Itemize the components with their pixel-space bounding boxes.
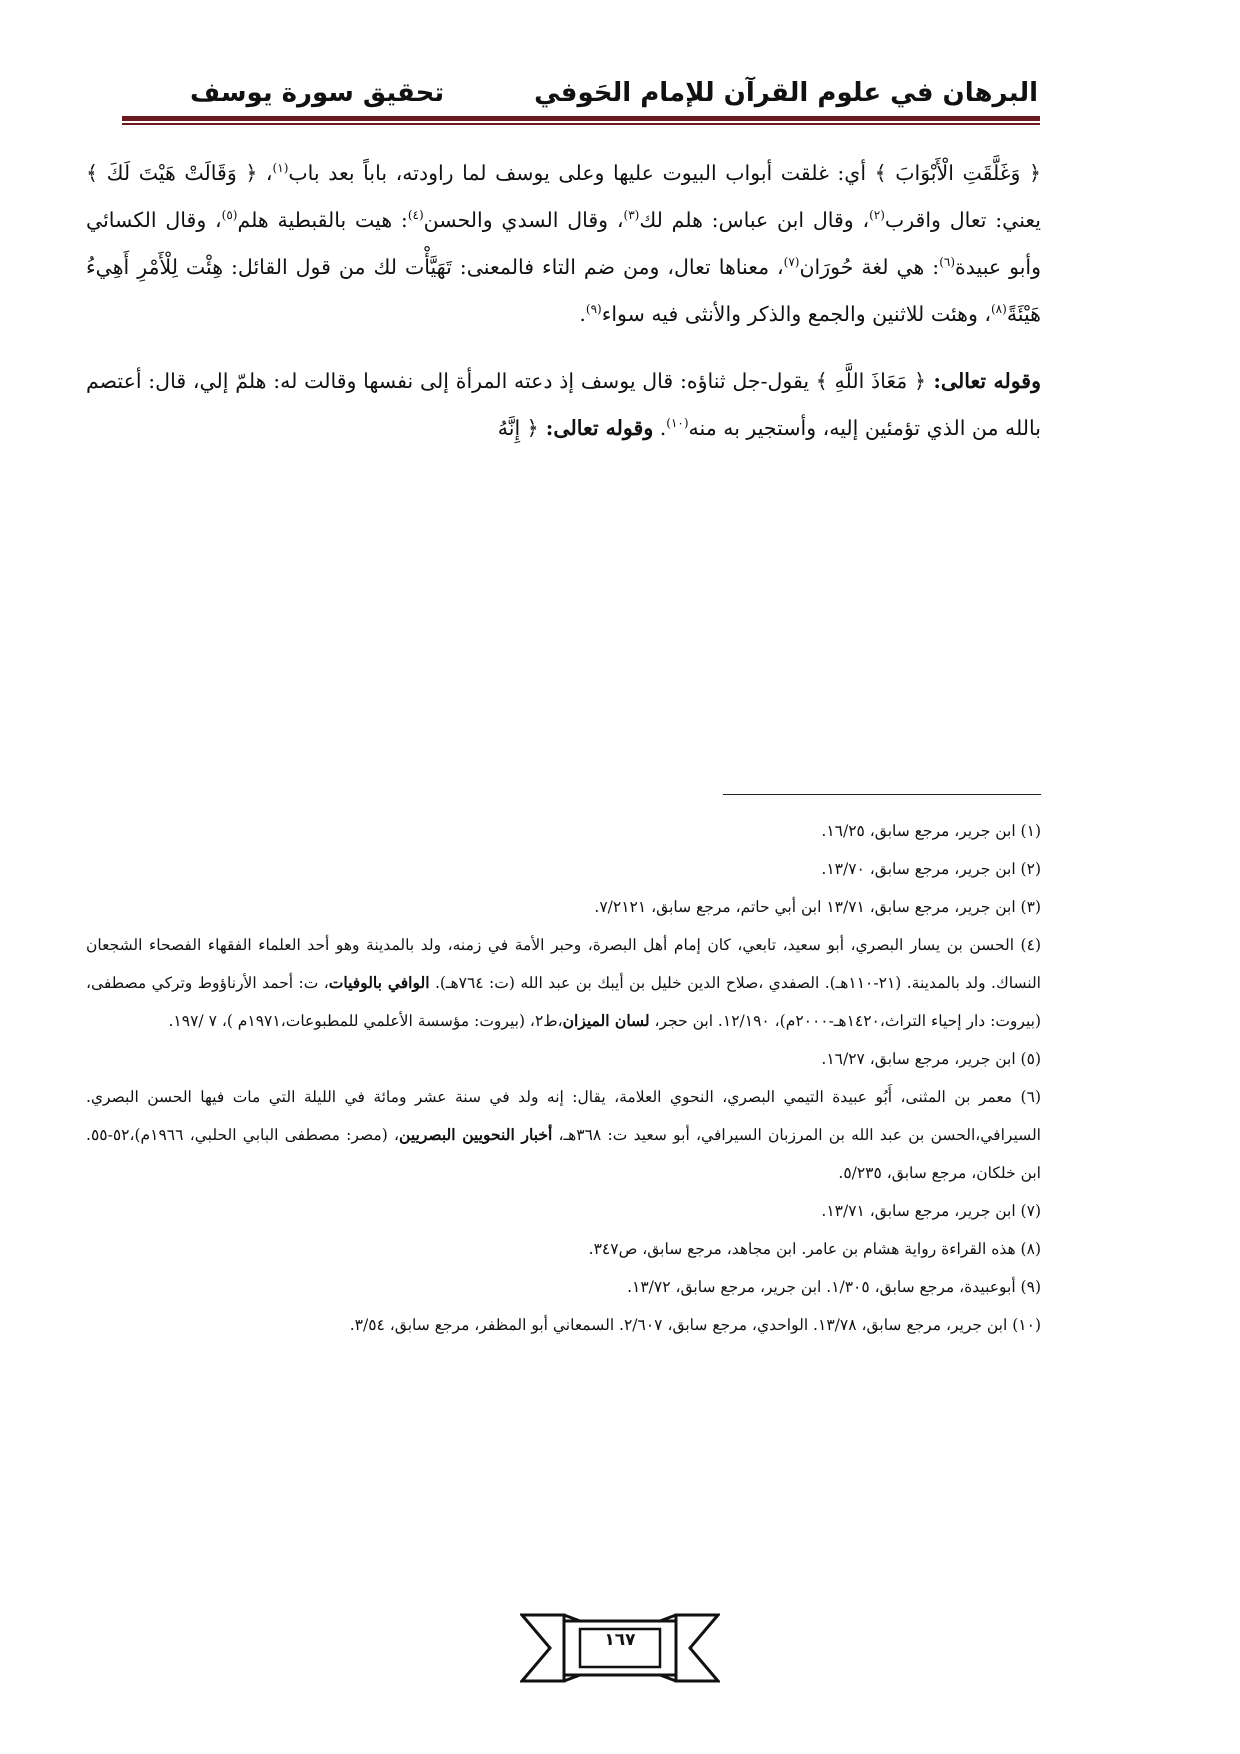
footnotes	[86, 812, 1041, 1344]
text-run: أخبار النحويين البصريين	[399, 1125, 553, 1144]
text-run: ، ﴿ وَقَالَتْ هَيْتَ لَكَ ﴾ يعني: تعال واقرب	[86, 161, 1042, 232]
running-header	[130, 72, 1038, 112]
book-title: البرهان في علوم القرآن للإمام الحَوفي	[534, 78, 1038, 108]
footnote	[86, 1268, 1041, 1306]
paragraph-1	[86, 150, 1041, 338]
footnote-marker: (٦)	[939, 255, 956, 270]
footnote-marker: (٩)	[585, 302, 602, 317]
text-run: (٤) الحسن بن يسار البصري، أبو سعيد، تابعي، كان إمام أهل البصرة، وحبر الأمة في زمنه، ولد بالمدينة وهو أحد العلماء الفقهاء الفصحاء الشجعان النساك. ولد بالمدينة. (٢١-١١٠هـ). الصفدي ،صلاح الدين خليل بن أيبك بن عبد الله (ت: ٧٦٤هـ).	[86, 936, 1041, 992]
text-run: (٦) معمر بن المثنى، أَبُو عبيدة التيمي البصري، النحوي العلامة، يقال: إنه ولد في سنة عشر ومائة في الليلة التي مات فيها الحسن البصري. السيرافي،الحسن بن عبد الله بن المرزبان السيرافي، أبو سعيد ت: ٣٦٨هـ،	[86, 1088, 1041, 1144]
text-run: وقوله تعالى:	[538, 416, 654, 440]
text-run: ، وهئت للاثنين والجمع والذكر والأنثى فيه سواء	[601, 302, 991, 326]
text-run: ﴿ مَعَاذَ اللَّهِ ﴾ يقول-جل ثناؤه: قال يوسف إذ دعته المرأة إلى نفسها وقالت له: هلمّ إلي، قال: أعتصم بالله من الذي تؤمئين إليه، وأستجير به منه	[86, 369, 1041, 440]
header-rule-thick	[122, 116, 1040, 121]
text-run: وقوله تعالى:	[926, 369, 1041, 393]
text-run: (١٠) ابن جرير، مرجع سابق، ١٣/٧٨. الواحدي، مرجع سابق، ٢/٦٠٧. السمعاني أبو المظفر، مرجع سابق، ٣/٥٤.	[349, 1316, 1041, 1334]
study-title: تحقيق سورة يوسف	[190, 78, 445, 108]
text-run: (٥) ابن جرير، مرجع سابق، ١٦/٢٧.	[821, 1050, 1041, 1068]
footnote	[86, 850, 1041, 888]
footnote	[86, 1192, 1041, 1230]
footnote	[86, 1078, 1041, 1192]
paragraph-2	[86, 358, 1041, 452]
text-run: لسان الميزان	[562, 1011, 650, 1030]
text-run: .	[653, 416, 667, 440]
footnote-marker: (١٠)	[666, 416, 689, 431]
text-run: ، وقال ابن عباس: هلم لك	[639, 208, 870, 232]
footnote-marker: (٣)	[623, 208, 640, 223]
text-run: ﴿ إِنَّهُ	[497, 416, 539, 440]
footnote-separator	[723, 794, 1041, 795]
footnote	[86, 1306, 1041, 1344]
header-rule-thin	[122, 123, 1040, 125]
footnote	[86, 888, 1041, 926]
text-run: (٣) ابن جرير، مرجع سابق، ١٣/٧١ ابن أبي حاتم، مرجع سابق، ٧/٢١٢١.	[594, 898, 1041, 916]
text-run: (١) ابن جرير، مرجع سابق، ١٦/٢٥.	[821, 822, 1041, 840]
main-text	[86, 150, 1041, 452]
text-run: ،ط٢، (بيروت: مؤسسة الأعلمي للمطبوعات،١٩٧١م )، ٧ /١٩٧.	[168, 1012, 563, 1030]
footnote	[86, 1040, 1041, 1078]
footnote-marker: (١)	[272, 161, 289, 176]
text-run: ، ت: أحمد الأرناؤوط وتركي مصطفى،(بيروت: دار إحياء التراث،١٤٢٠هـ-٢٠٠٠م)، ١٢/١٩٠. ابن حجر،	[86, 974, 1041, 1030]
footnote-marker: (٧)	[783, 255, 800, 270]
footnote-marker: (٢)	[869, 208, 885, 223]
text-run: .	[579, 302, 586, 326]
footnote-marker: (٨)	[990, 302, 1007, 317]
text-run: : هي لغة حُورَان	[799, 255, 940, 279]
footnote	[86, 1230, 1041, 1268]
text-run: : هيت بالقبطية هلم	[237, 208, 408, 232]
text-run: (٢) ابن جرير، مرجع سابق، ١٣/٧٠.	[821, 860, 1041, 878]
text-run: ، معناها تعال، ومن ضم التاء فالمعنى: تَهَيَّأْت لك من قول القائل: هِئْت لِلْأَمْرِ أَهِيءُ هَيْئَةً	[86, 255, 1041, 326]
text-run: الوافي بالوفيات	[328, 973, 430, 992]
text-run: ﴿ وَغَلَّقَتِ الْأَبْوَابَ ﴾ أي: غلقت أبواب البيوت عليها وعلى يوسف لما راودته، باباً بعد باب	[288, 161, 1041, 185]
text-run: ، وقال الكسائي وأبو عبيدة	[86, 208, 1042, 279]
footnote-marker: (٤)	[407, 208, 424, 223]
page-number: ١٦٧	[604, 1630, 636, 1650]
text-run: ، (مصر: مصطفى البابي الحلبي، ١٩٦٦م)،٥٢-٥٥. ابن خلكان، مرجع سابق، ٥/٢٣٥.	[86, 1126, 1041, 1182]
text-run: (٨) هذه القراءة رواية هشام بن عامر. ابن مجاهد، مرجع سابق، ص٣٤٧.	[588, 1240, 1041, 1258]
footnote	[86, 926, 1041, 1040]
footnote-marker: (٥)	[221, 208, 238, 223]
text-run: (٩) أبوعبيدة، مرجع سابق، ١/٣٠٥. ابن جرير، مرجع سابق، ١٣/٧٢.	[627, 1278, 1041, 1296]
footnote	[86, 812, 1041, 850]
text-run: (٧) ابن جرير، مرجع سابق، ١٣/٧١.	[821, 1202, 1041, 1220]
text-run: ، وقال السدي والحسن	[423, 208, 624, 232]
